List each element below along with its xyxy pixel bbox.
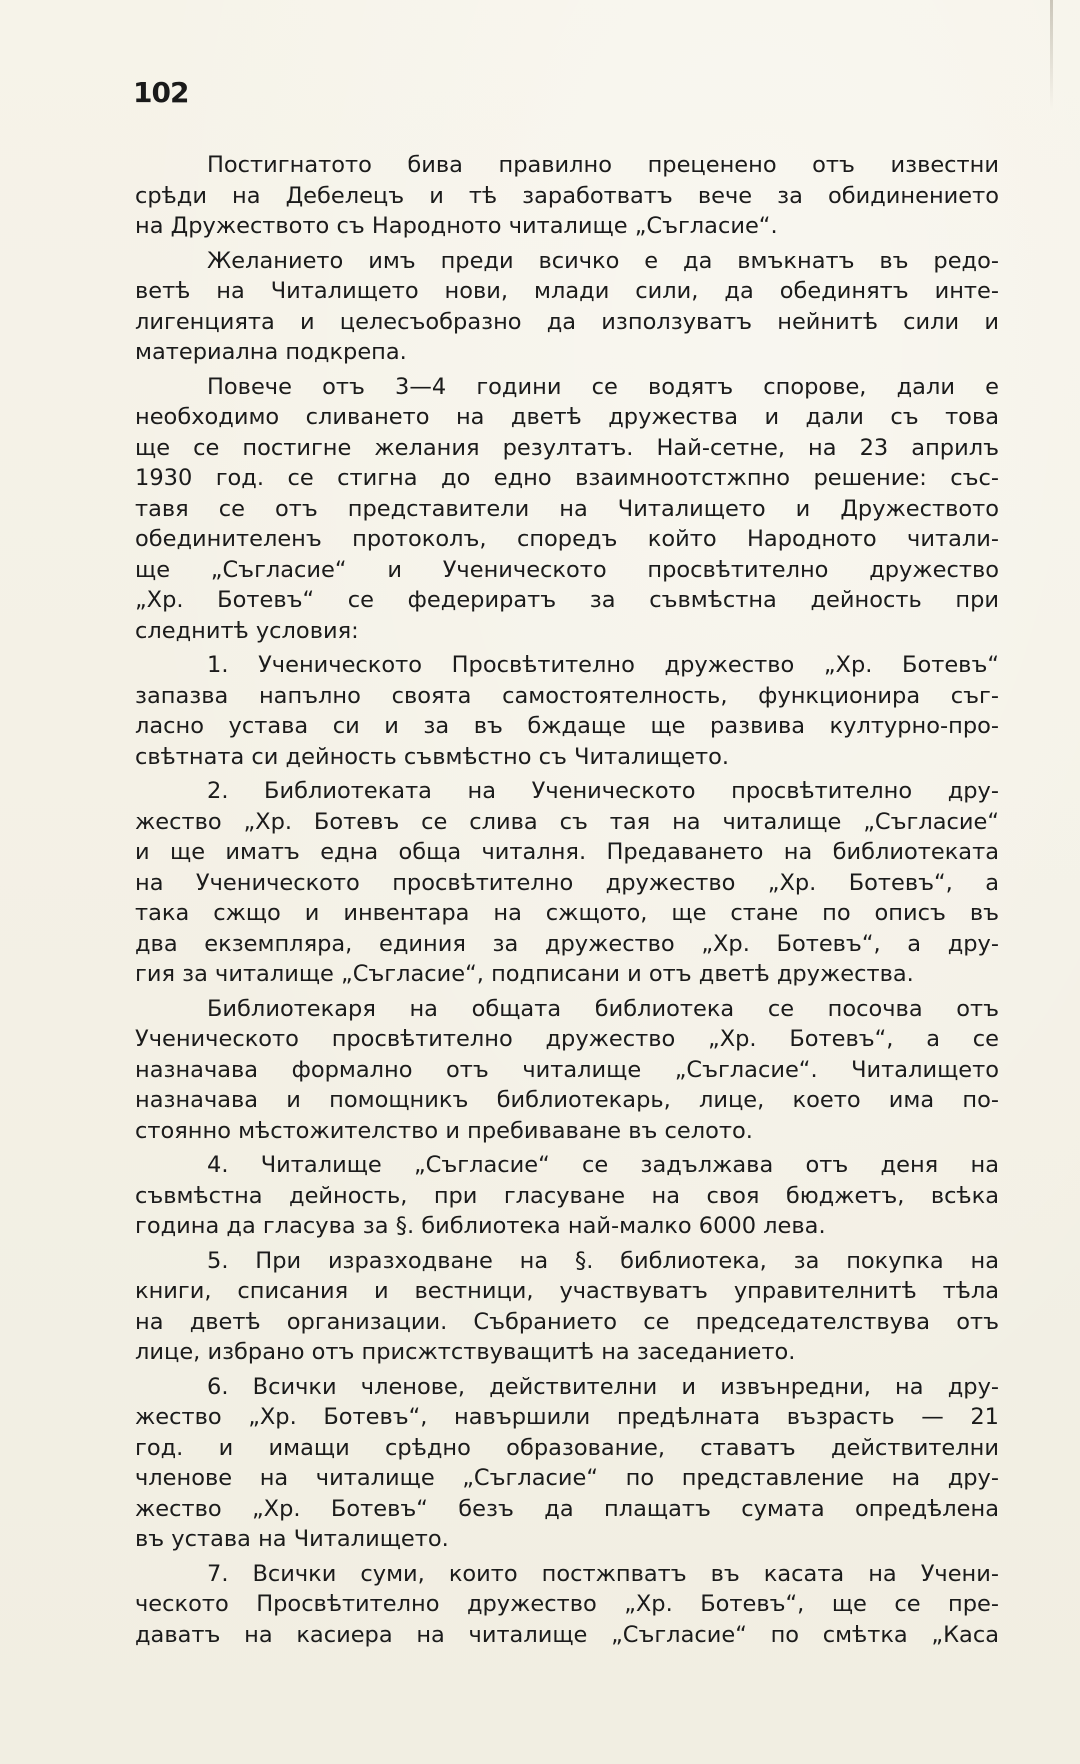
text-line: запазва напълно своята самостоятелность, функционира съг-	[135, 682, 999, 709]
text-line: свѣтната си дейность съвмѣстно съ Читалището.	[135, 743, 730, 770]
page-edge-mark	[1050, 0, 1053, 110]
text-line: гия за читалище „Съгласие“, подписани и отъ дветѣ дружества.	[135, 961, 914, 987]
text-line: на дветѣ организации. Събранието се председателствува отъ	[135, 1308, 999, 1335]
text-line: Повече отъ 3—4 години се водятъ спорове, дали е	[207, 373, 999, 400]
text-line: книги, списания и вестници, участвуватъ управителнитѣ тѣла	[135, 1278, 999, 1304]
text-line: 2. Библиотеката на Ученическото просвѣтително дру-	[207, 778, 999, 804]
text-line: год. и имащи срѣдно образование, ставатъ действителни	[135, 1434, 999, 1461]
text-line: 6. Всички членове, действителни и извънредни, на дру-	[207, 1373, 999, 1400]
text-line: два екземпляра, единия за дружество „Хр. Ботевъ“, а дру-	[135, 930, 999, 957]
text-line: така сжщо и инвентара на сжщото, ще стане по описъ въ	[135, 900, 999, 926]
text-line: жество „Хр. Ботевъ“ безъ да плащатъ сумата опредѣлена	[135, 1495, 999, 1522]
text-line: 5. При изразходване на §. библиотека, за покупка на	[207, 1247, 999, 1274]
text-line: на Дружеството съ Народното читалище „Съгласие“.	[135, 213, 778, 239]
text-line: тавя се отъ представители на Читалището и Дружеството	[135, 495, 999, 522]
text-line: Библиотекаря на общата библиотека се посочва отъ	[207, 995, 999, 1022]
text-line: срѣди на Дебелецъ и тѣ заработватъ вече за обидинението	[135, 182, 999, 209]
text-line: Желанието имъ преди всичко е да вмъкнатъ въ редо-	[207, 247, 999, 274]
text-line: обединителенъ протоколъ, споредъ който Народното читали-	[135, 526, 999, 552]
text-line: „Хр. Ботевъ“ се федериратъ за съвмѣстна дейность при	[135, 587, 999, 613]
text-line: жество „Хр. Ботевъ се слива съ тая на читалище „Съгласие“	[135, 808, 999, 835]
text-line: необходимо сливането на дветѣ дружества и дали съ това	[135, 404, 999, 430]
text-line: година да гласува за §. библиотека най-малко 6000 лева.	[135, 1213, 826, 1239]
text-line: ще „Съгласие“ и Ученическото просвѣтително дружество	[135, 556, 999, 583]
text-line: стоянно мѣстожителство и пребиваване въ селото.	[135, 1117, 753, 1144]
page-number: 102	[133, 76, 189, 109]
text-line: 1930 год. се стигна до едно взаимноотстжпно решение: със-	[135, 465, 999, 491]
text-line: членове на читалище „Съгласие“ по представление на дру-	[135, 1465, 999, 1491]
text-line: лице, избрано отъ присжтствуващитѣ на заседанието.	[135, 1339, 796, 1365]
text-line: назначава и помощникъ библиотекарь, лице, което има по-	[135, 1087, 999, 1113]
text-line: следнитѣ условия:	[135, 617, 359, 644]
text-line: на Ученическото просвѣтително дружество „Хр. Ботевъ“, а	[135, 869, 999, 896]
text-line: и ще иматъ една обща читалня. Предаването на библиотеката	[135, 839, 999, 865]
text-line: Ученическото просвѣтително дружество „Хр. Ботевъ“, а се	[135, 1026, 999, 1052]
text-line: 7. Всички суми, които постжпватъ въ касата на Учени-	[207, 1560, 999, 1587]
text-line: лигенцията и целесъобразно да използуватъ нейнитѣ сили и	[135, 308, 999, 335]
text-line: ческото Просвѣтително дружество „Хр. Ботевъ“, ще се пре-	[135, 1591, 999, 1617]
text-line: назначава формално отъ читалище „Съгласие“. Читалището	[135, 1056, 999, 1083]
text-line: даватъ на касиера на читалище „Съгласие“ по смѣтка „Каса	[135, 1621, 999, 1648]
body-text	[135, 150, 999, 1650]
text-line: Постигнатото бива правилно преценено отъ известни	[207, 152, 999, 178]
text-line: материална подкрепа.	[135, 339, 407, 365]
text-line: съвмѣстна дейность, при гласуване на своя бюджетъ, всѣка	[135, 1182, 999, 1209]
text-line: ветѣ на Читалището нови, млади сили, да обединятъ инте-	[135, 278, 999, 304]
text-line: 4. Читалище „Съгласие“ се задължава отъ деня на	[207, 1152, 999, 1178]
text-line: ще се постигне желания резултатъ. Най-сетне, на 23 априлъ	[135, 434, 999, 461]
text-line: ласно устава си и за въ бждаще ще развива културно-про-	[135, 713, 999, 739]
text-line: 1. Ученическото Просвѣтително дружество „Хр. Ботевъ“	[207, 652, 999, 678]
text-line: въ устава на Читалището.	[135, 1526, 449, 1552]
text-line: жество „Хр. Ботевъ“, навършили предѣлната възрасть — 21	[135, 1404, 999, 1430]
